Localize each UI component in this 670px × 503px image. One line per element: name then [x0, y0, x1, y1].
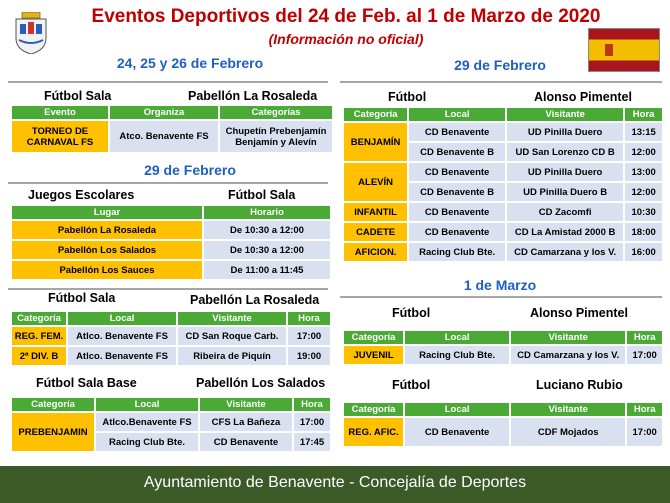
category-cell: PREBENJAMIN	[12, 413, 94, 451]
local-cell: CD Benavente	[405, 418, 509, 446]
section-venue: Pabellón La Rosaleda	[188, 89, 318, 103]
table-row	[12, 413, 330, 431]
local-cell: Atlco. Benavente FS	[68, 327, 176, 345]
divider	[340, 296, 662, 298]
column-header: Local	[409, 108, 505, 121]
section-sport: Fútbol	[392, 306, 431, 320]
column-header: Categoría	[344, 108, 407, 121]
time-cell: 19:00	[288, 347, 330, 365]
column-header: Local	[405, 331, 509, 344]
categories-cell: Chupetín Prebenjamín Benjamín y Alevín	[220, 121, 332, 152]
visitor-cell: CD San Roque Carb.	[178, 327, 286, 345]
category-cell: JUVENIL	[344, 346, 403, 364]
time-cell: 12:00	[625, 183, 662, 201]
date-heading-feb-24-26: 24, 25 y 26 de Febrero	[116, 55, 264, 71]
column-header: Categoría	[12, 312, 66, 325]
visitor-cell: CFS La Bañeza	[200, 413, 292, 431]
event-cell: TORNEO DE CARNAVAL FS	[12, 121, 108, 152]
category-cell: REG. FEM.	[12, 327, 66, 345]
football-luciano-table	[342, 401, 664, 448]
time-cell: 12:00	[625, 143, 662, 161]
section-venue: Alonso Pimentel	[530, 306, 628, 320]
section-venue: Alonso Pimentel	[534, 90, 632, 104]
local-cell: CD Benavente	[409, 203, 505, 221]
time-cell: 17:00	[627, 418, 662, 446]
date-heading-feb-29: 29 de Febrero	[144, 162, 236, 178]
place-cell: Pabellón Los Salados	[12, 241, 202, 259]
table-row	[12, 241, 330, 259]
visitor-cell: UD Pinilla Duero B	[507, 183, 623, 201]
category-cell: BENJAMÍN	[344, 123, 407, 161]
column-header: Visitante	[178, 312, 286, 325]
table-row	[344, 243, 662, 261]
column-header: Local	[96, 398, 198, 411]
section-venue: Luciano Rubio	[536, 378, 623, 392]
time-cell: 17:45	[294, 433, 330, 451]
football-march-table	[342, 329, 664, 366]
column-header: Local	[68, 312, 176, 325]
time-cell: 10:30	[625, 203, 662, 221]
column-header: Categoría	[344, 403, 403, 416]
date-heading-feb-29: 29 de Febrero	[454, 57, 546, 73]
table-row	[344, 346, 662, 364]
column-header: Hora	[627, 403, 662, 416]
table-row	[12, 327, 330, 345]
visitor-cell: CD Camarzana y los V.	[507, 243, 623, 261]
tournament-table	[10, 104, 334, 154]
table-row	[12, 347, 330, 365]
category-cell: ALEVÍN	[344, 163, 407, 201]
visitor-cell: CD Camarzana y los V.	[511, 346, 625, 364]
local-cell: CD Benavente B	[409, 183, 505, 201]
visitor-cell: CD La Amistad 2000 B	[507, 223, 623, 241]
local-cell: CD Benavente	[409, 123, 505, 141]
section-label: Juegos Escolares	[28, 188, 135, 202]
divider	[8, 81, 328, 83]
section-sport: Fútbol Sala	[44, 89, 112, 103]
table-row	[344, 123, 662, 141]
visitor-cell: UD Pinilla Duero	[507, 163, 623, 181]
visitor-cell: CD Zacomfi	[507, 203, 623, 221]
column-header: Evento	[12, 106, 108, 119]
visitor-cell: UD Pinilla Duero	[507, 123, 623, 141]
column-header: Hora	[294, 398, 330, 411]
column-header: Lugar	[12, 206, 202, 219]
category-cell: CADETE	[344, 223, 407, 241]
category-cell: 2ª DIV. B	[12, 347, 66, 365]
time-cell: De 10:30 a 12:00	[204, 221, 330, 239]
table-row	[344, 203, 662, 221]
futsal-matches-table	[10, 310, 332, 367]
column-header: Hora	[288, 312, 330, 325]
time-cell: 17:00	[294, 413, 330, 431]
section-sport: Fútbol Sala Base	[36, 376, 137, 390]
time-cell: 18:00	[625, 223, 662, 241]
column-header: Local	[405, 403, 509, 416]
table-row	[12, 221, 330, 239]
table-row	[344, 223, 662, 241]
table-row	[344, 418, 662, 446]
football-matches-table	[342, 106, 664, 263]
local-cell: Atlco.Benavente FS	[96, 413, 198, 431]
category-cell: REG. AFIC.	[344, 418, 403, 446]
time-cell: 17:00	[288, 327, 330, 345]
place-cell: Pabellón Los Sauces	[12, 261, 202, 279]
footer-banner: Ayuntamiento de Benavente - Concejalía de Deportes	[0, 466, 670, 503]
time-cell: 13:15	[625, 123, 662, 141]
column-header: Horario	[204, 206, 330, 219]
time-cell: De 11:00 a 11:45	[204, 261, 330, 279]
column-header: Hora	[625, 108, 662, 121]
column-header: Visitante	[507, 108, 623, 121]
divider	[340, 81, 662, 83]
category-cell: INFANTIL	[344, 203, 407, 221]
column-header: Categoría	[12, 398, 94, 411]
visitor-cell: UD San Lorenzo CD B	[507, 143, 623, 161]
table-row	[12, 261, 330, 279]
local-cell: Racing Club Bte.	[405, 346, 509, 364]
divider	[8, 288, 328, 290]
page-title: Eventos Deportivos del 24 de Feb. al 1 de Marzo de 2020	[91, 6, 601, 27]
futsal-base-table	[10, 396, 332, 453]
column-header: Categoría	[344, 331, 403, 344]
page-subtitle: (Información no oficial)	[268, 31, 424, 47]
section-sport: Fútbol	[388, 90, 427, 104]
time-cell: De 10:30 a 12:00	[204, 241, 330, 259]
time-cell: 13:00	[625, 163, 662, 181]
column-header: Visitante	[511, 331, 625, 344]
section-venue: Pabellón Los Salados	[196, 376, 326, 390]
section-sport: Fútbol Sala	[228, 188, 296, 202]
table-row	[344, 163, 662, 181]
section-venue: Pabellón La Rosaleda	[190, 293, 320, 307]
place-cell: Pabellón La Rosaleda	[12, 221, 202, 239]
local-cell: Racing Club Bte.	[409, 243, 505, 261]
column-header: Categorías	[220, 106, 332, 119]
time-cell: 16:00	[625, 243, 662, 261]
town-crest-icon	[14, 12, 48, 54]
time-cell: 17:00	[627, 346, 662, 364]
column-header: Visitante	[511, 403, 625, 416]
section-sport: Fútbol Sala	[48, 291, 116, 305]
school-games-table	[10, 204, 332, 281]
category-cell: AFICION.	[344, 243, 407, 261]
visitor-cell: Ribeira de Piquín	[178, 347, 286, 365]
organizer-cell: Atco. Benavente FS	[110, 121, 218, 152]
column-header: Hora	[627, 331, 662, 344]
column-header: Organiza	[110, 106, 218, 119]
local-cell: CD Benavente	[409, 223, 505, 241]
local-cell: Racing Club Bte.	[96, 433, 198, 451]
visitor-cell: CDF Mojados	[511, 418, 625, 446]
date-heading-mar-1: 1 de Marzo	[463, 277, 537, 293]
local-cell: CD Benavente	[409, 163, 505, 181]
local-cell: CD Benavente B	[409, 143, 505, 161]
local-cell: Atlco. Benavente FS	[68, 347, 176, 365]
divider	[8, 182, 328, 184]
section-sport: Fútbol	[392, 378, 431, 392]
visitor-cell: CD Benavente	[200, 433, 292, 451]
column-header: Visitante	[200, 398, 292, 411]
